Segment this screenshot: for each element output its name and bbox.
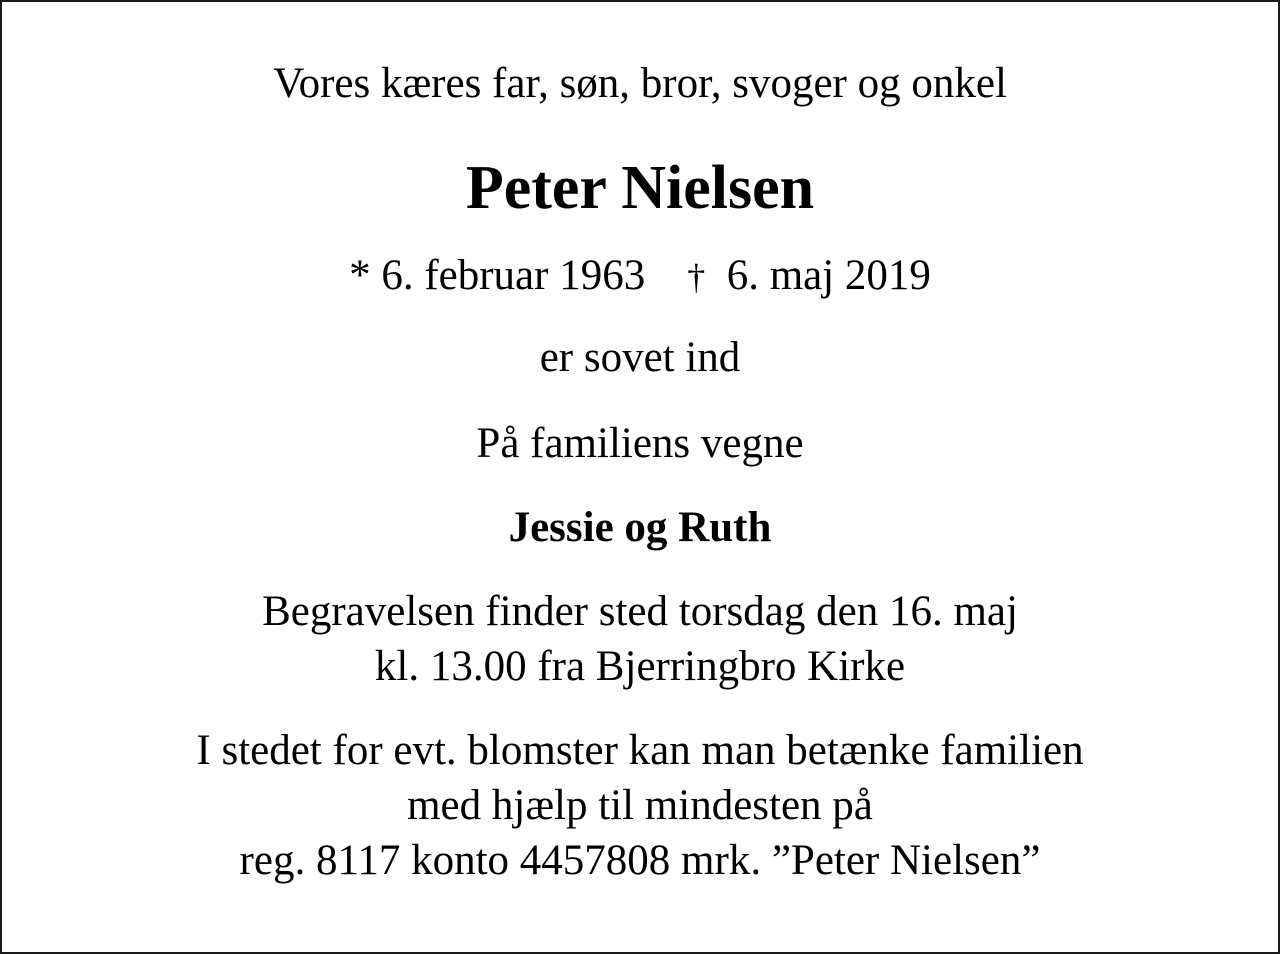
cross-icon: † <box>687 257 706 297</box>
death-date: 6. maj 2019 <box>726 252 931 299</box>
birth-date: * 6. februar 1963 <box>349 252 646 299</box>
behalf-text: På familiens vegne <box>476 420 804 467</box>
memorial-line: I stedet for evt. blomster kan man betænke familien <box>196 727 1084 774</box>
funeral-line: Begravelsen finder sted torsdag den 16. maj <box>262 588 1018 635</box>
memorial-line: med hjælp til mindesten på <box>407 782 873 829</box>
life-dates <box>2 246 1278 307</box>
memorial-line: reg. 8117 konto 4457808 mrk. ”Peter Nielsen” <box>239 837 1041 884</box>
rest-text: er sovet ind <box>539 334 741 381</box>
memorial-info <box>2 723 1278 888</box>
signers-names: Jessie og Ruth <box>508 504 772 551</box>
intro-text: Vores kæres far, søn, bror, svoger og onkel <box>273 60 1007 107</box>
funeral-info <box>2 584 1278 694</box>
deceased-name: Peter Nielsen <box>465 154 815 222</box>
funeral-line: kl. 13.00 fra Bjerringbro Kirke <box>374 643 906 690</box>
